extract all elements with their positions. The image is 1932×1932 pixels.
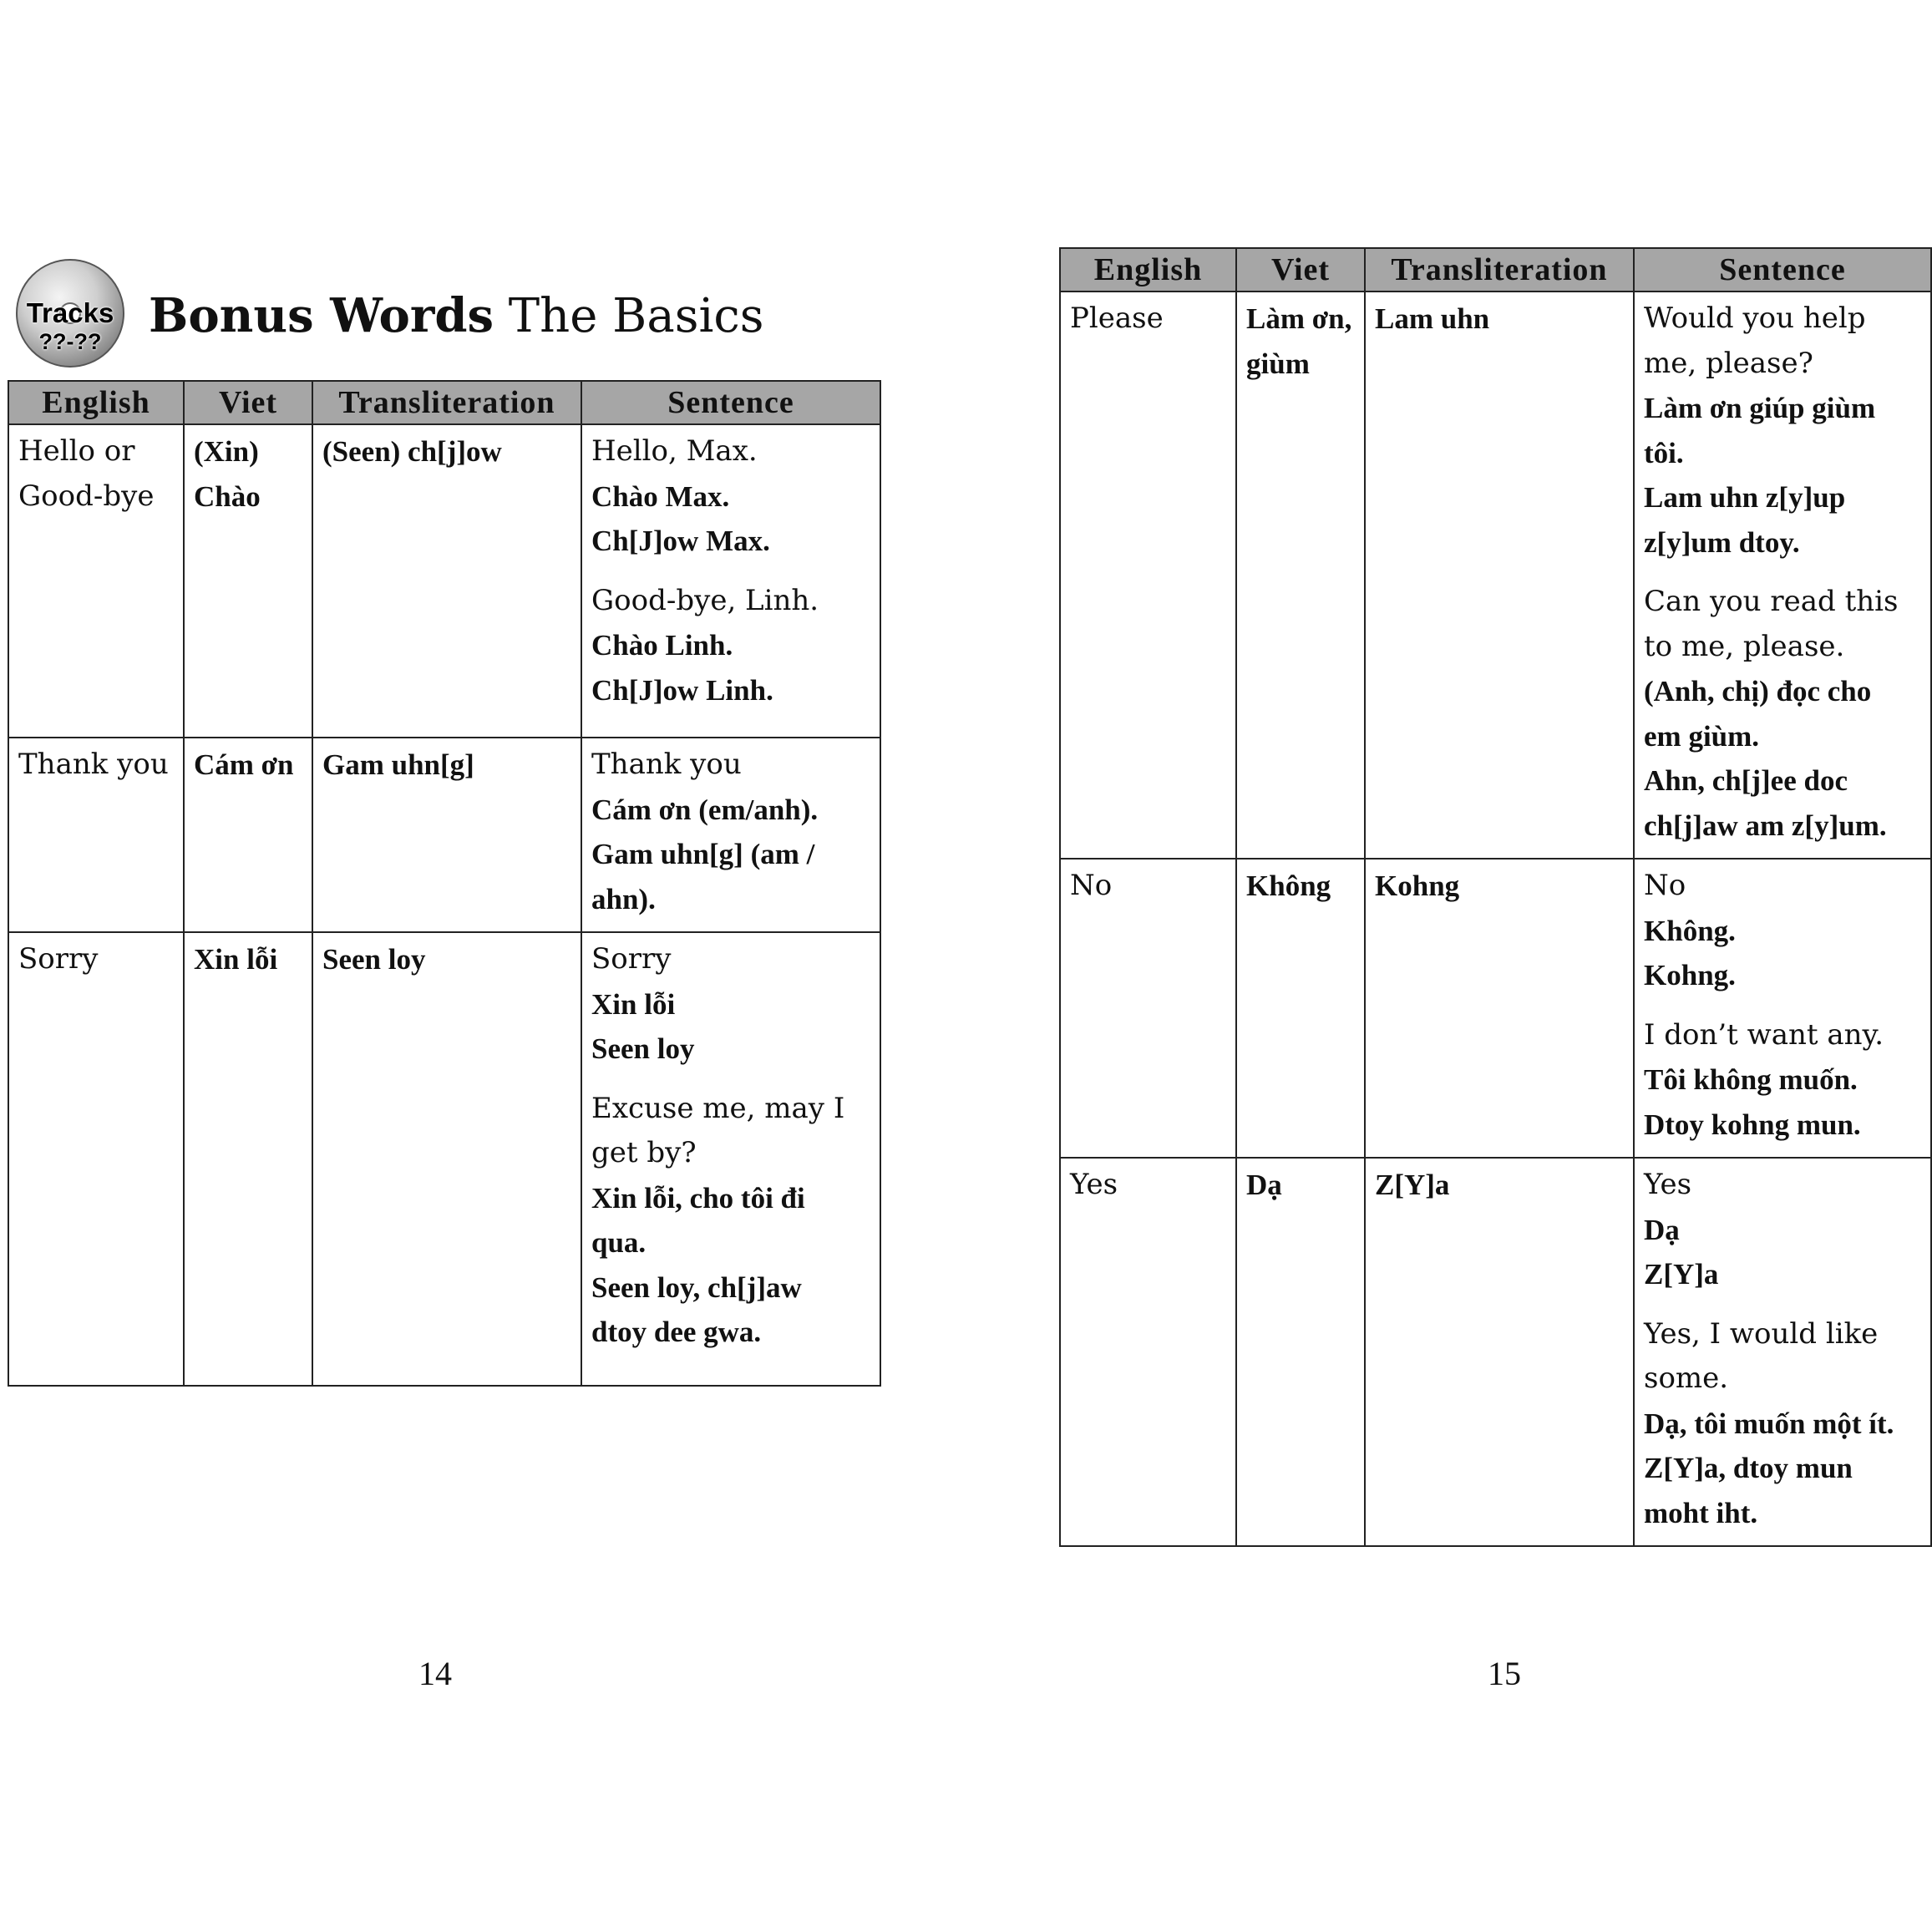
cd-label-tracks: Tracks [26,297,114,328]
english-cell [8,932,184,1386]
viet-text: (Xin) [194,435,259,468]
sentence-cell [581,932,880,1386]
transliteration-cell [312,738,581,932]
transliteration-cell [312,424,581,738]
sentence-cell [581,738,880,932]
page-title [149,288,763,343]
transliteration-cell [1365,859,1634,1158]
sentence-english: Would you help [1644,302,1866,335]
sentence-cell [1634,859,1931,1158]
english-cell [1060,292,1236,859]
sentence-translit: Seen loy [591,1032,695,1065]
english-text: Good-bye [18,479,155,513]
sentence-viet: (Anh, chị) đọc cho [1644,675,1872,707]
sentence-viet: Làm ơn giúp giùm [1644,392,1876,424]
viet-text: Xin lỗi [194,943,278,976]
table-row [1060,292,1931,859]
sentence-viet: Xin lỗi, cho tôi đi [591,1181,805,1214]
transliteration-text: (Seen) ch[j]ow [322,435,502,468]
sentence-translit: Seen loy, ch[j]aw [591,1270,802,1304]
sentence-translit: ahn). [591,882,656,915]
viet-text: Làm ơn, [1246,302,1352,335]
sentence-translit: Z[Y]a, dtoy mun [1644,1452,1853,1484]
sentence-gap [591,564,872,579]
sentence-english: Yes [1644,1168,1692,1201]
cd-tracks-icon [16,259,124,368]
page-number-left: 14 [418,1655,452,1692]
english-cell [8,424,184,738]
sentence-viet: Không. [1644,914,1736,947]
sentence-english: I don’t want any. [1644,1017,1884,1052]
sentence-gap [1644,1297,1923,1312]
sentence-translit: Kohng. [1644,959,1736,991]
sentence-english: Yes, I would like [1644,1316,1879,1351]
sentence-translit: Ch[J]ow Linh. [591,673,773,707]
right-vocab-table [1059,247,1932,1547]
sentence-translit: ch[j]aw am z[y]um. [1644,809,1887,842]
sentence-translit: Ahn, ch[j]ee doc [1644,764,1848,797]
sentence-cell [581,424,880,738]
cd-label-track-range: ??-?? [38,329,102,354]
transliteration-cell [312,932,581,1386]
english-cell [1060,1158,1236,1546]
sentence-english: Thank you [591,748,742,781]
sentence-translit: Dtoy kohng mun. [1644,1108,1861,1141]
header-viet: Viet [184,381,312,424]
english-cell [1060,859,1236,1158]
table-row [1060,859,1931,1158]
viet-text: Chào [194,479,261,513]
table-header-row [1060,248,1931,292]
sentence-gap [591,1072,872,1087]
header-sentence: Sentence [1634,248,1931,292]
viet-cell [1236,292,1365,859]
sentence-translit: z[y]um dtoy. [1644,525,1800,559]
sentence-english: Sorry [591,942,672,976]
sentence-viet: tôi. [1644,436,1684,469]
sentence-gap [1644,998,1923,1013]
title-bold: Bonus Words [149,288,494,343]
sentence-translit: Z[Y]a [1644,1258,1719,1291]
sentence-english: to me, please. [1644,629,1845,663]
page-number-right: 15 [1488,1655,1521,1692]
header-english: English [8,381,184,424]
header-viet: Viet [1236,248,1365,292]
sentence-cell [1634,1158,1931,1546]
sentence-viet: Dạ, tôi muốn một ít. [1644,1407,1894,1440]
sentence-translit: moht iht. [1644,1496,1758,1529]
header-sentence: Sentence [581,381,880,424]
english-text: Yes [1070,1168,1118,1201]
transliteration-text: Seen loy [322,943,426,976]
sentence-viet: Chào Max. [591,479,730,513]
english-text: Hello or [18,434,135,468]
title-rest: The Basics [494,289,764,343]
table-row [1060,1158,1931,1546]
transliteration-text: Lam uhn [1375,302,1490,335]
header-english: English [1060,248,1236,292]
sentence-viet: Tôi không muốn. [1644,1063,1858,1096]
english-text: Please [1070,302,1164,335]
sentence-translit: dtoy dee gwa. [591,1316,762,1348]
viet-text: Không [1246,870,1331,902]
english-text: No [1070,869,1113,902]
sentence-english: Excuse me, may I [591,1091,845,1125]
sentence-viet: qua. [591,1226,647,1259]
sentence-translit: Ch[J]ow Max. [591,525,770,557]
table-header-row [8,381,880,424]
sentence-translit: Gam uhn[g] (am / [591,838,815,870]
sentence-viet: Dạ [1644,1213,1680,1246]
sentence-english: No [1644,869,1686,902]
sentence-cell [1634,292,1931,859]
header-transliteration: Transliteration [1365,248,1634,292]
viet-text: Dạ [1246,1169,1282,1201]
transliteration-text: Kohng [1375,870,1460,902]
viet-cell [1236,859,1365,1158]
sentence-english: get by? [591,1136,697,1169]
viet-cell [184,424,312,738]
sentence-english: some. [1644,1362,1729,1395]
transliteration-cell [1365,1158,1634,1546]
header-transliteration: Transliteration [312,381,581,424]
english-cell [8,738,184,932]
viet-text: giùm [1246,347,1310,380]
viet-cell [184,738,312,932]
table-row [8,424,880,738]
sentence-english: Can you read this [1644,585,1899,618]
transliteration-cell [1365,292,1634,859]
transliteration-text: Gam uhn[g] [322,748,474,781]
sentence-english: Good-bye, Linh. [591,583,819,617]
sentence-viet: Cám ơn (em/anh). [591,793,819,826]
sentence-english: me, please? [1644,346,1813,380]
transliteration-text: Z[Y]a [1375,1169,1450,1201]
sentence-viet: Chào Linh. [591,629,733,662]
viet-text: Cám ơn [194,748,294,781]
left-vocab-table [8,380,881,1387]
viet-cell [184,932,312,1386]
table-row [8,932,880,1386]
sentence-translit: Lam uhn z[y]up [1644,481,1846,514]
sentence-gap [1644,565,1923,580]
table-row [8,738,880,932]
viet-cell [1236,1158,1365,1546]
english-text: Thank you [18,748,169,781]
english-text: Sorry [18,942,99,976]
sentence-viet: em giùm. [1644,719,1760,753]
sentence-english: Hello, Max. [591,434,758,468]
sentence-viet: Xin lỗi [591,987,676,1021]
